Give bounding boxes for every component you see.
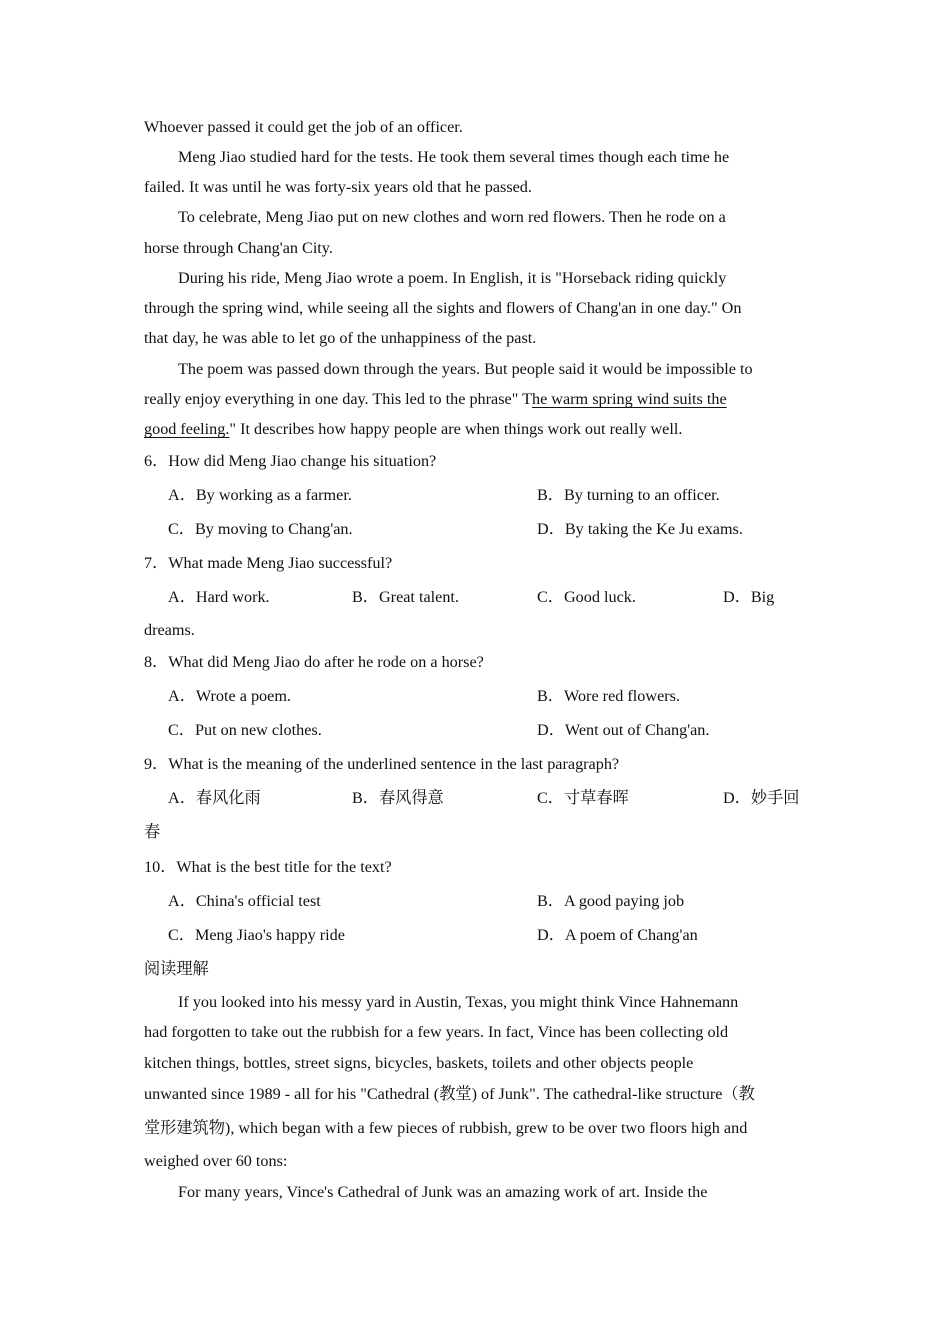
passage-line: For many years, Vince's Cathedral of Junk was an amazing work of art. Inside the (178, 1183, 708, 1201)
passage-line: Whoever passed it could get the job of an officer. (144, 118, 463, 136)
passage-line (144, 391, 727, 407)
passage-line: had forgotten to take out the rubbish for a few years. In fact, Vince has been collecting old (144, 1023, 729, 1041)
answer-option: C．Put on new clothes. (168, 721, 322, 739)
question-stem: 6．How did Meng Jiao change his situation? (144, 452, 437, 470)
passage-line: Meng Jiao studied hard for the tests. He took them several times though each time he (178, 148, 730, 166)
answer-option: D．妙手回 (723, 789, 800, 807)
answer-option: C．Good luck. (537, 588, 636, 606)
question-stem: 9．What is the meaning of the underlined sentence in the last paragraph? (144, 755, 620, 773)
answer-option: B．A good paying job (537, 892, 685, 910)
answer-option: D．Big (723, 588, 775, 606)
passage-line: that day, he was able to let go of the unhappiness of the past. (144, 329, 537, 347)
passage-line: weighed over 60 tons: (144, 1152, 288, 1170)
question-stem: 10．What is the best title for the text? (144, 858, 392, 876)
answer-option: A．China's official test (168, 892, 321, 910)
answer-option: C．Meng Jiao's happy ride (168, 926, 345, 944)
question-stem: 8．What did Meng Jiao do after he rode on a horse? (144, 653, 484, 671)
underlined-phrase: he warm spring wind suits the (531, 390, 727, 408)
passage-line: horse through Chang'an City. (144, 239, 333, 257)
underlined-phrase: good feeling. (144, 420, 230, 438)
answer-option: D．By taking the Ke Ju exams. (537, 520, 743, 538)
passage-line: unwanted since 1989 - all for his "Cathedral (教堂) of Junk". The cathedral-like structure（教 (144, 1085, 755, 1103)
passage-line-text: " It describes how happy people are when things work out really well. (229, 420, 683, 438)
section-heading: 阅读理解 (144, 960, 209, 978)
answer-option: A．Hard work. (168, 588, 270, 606)
passage-line (144, 421, 682, 437)
passage-line: failed. It was until he was forty-six years old that he passed. (144, 178, 532, 196)
question-stem: 7．What made Meng Jiao successful? (144, 554, 393, 572)
answer-option: D．A poem of Chang'an (537, 926, 698, 944)
answer-option-wrap: dreams. (144, 621, 195, 639)
passage-line: kitchen things, bottles, street signs, bicycles, baskets, toilets and other objects people (144, 1054, 694, 1072)
passage-line: If you looked into his messy yard in Austin, Texas, you might think Vince Hahnemann (178, 993, 739, 1011)
passage-line-text: really enjoy everything in one day. This led to the phrase" T (144, 390, 532, 408)
answer-option: A．春风化雨 (168, 789, 261, 807)
answer-option-wrap: 春 (144, 823, 161, 841)
answer-option: A．By working as a farmer. (168, 486, 352, 504)
answer-option: A．Wrote a poem. (168, 687, 291, 705)
passage-line: During his ride, Meng Jiao wrote a poem. In English, it is "Horseback riding quickly (178, 269, 727, 287)
answer-option: D．Went out of Chang'an. (537, 721, 710, 739)
answer-option: C．寸草春晖 (537, 789, 629, 807)
answer-option: C．By moving to Chang'an. (168, 520, 353, 538)
passage-line: 堂形建筑物), which began with a few pieces of rubbish, grew to be over two floors high and (144, 1119, 748, 1137)
passage-line: To celebrate, Meng Jiao put on new clothes and worn red flowers. Then he rode on a (178, 208, 726, 226)
answer-option: B．Great talent. (352, 588, 459, 606)
passage-line: The poem was passed down through the years. But people said it would be impossible to (178, 360, 753, 378)
answer-option: B．Wore red flowers. (537, 687, 680, 705)
answer-option: B．By turning to an officer. (537, 486, 720, 504)
answer-option: B．春风得意 (352, 789, 444, 807)
passage-line: through the spring wind, while seeing all the sights and flowers of Chang'an in one day." On (144, 299, 742, 317)
